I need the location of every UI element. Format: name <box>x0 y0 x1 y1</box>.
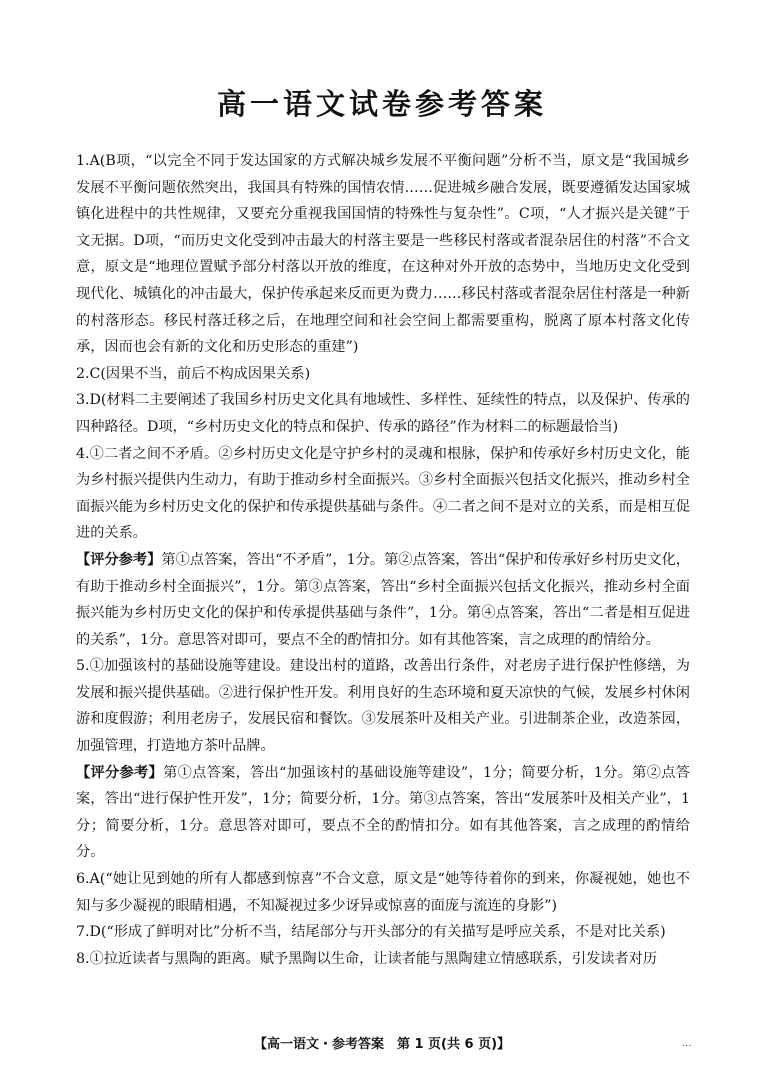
item-number: 6. <box>76 871 90 888</box>
item-text: A(B项，“以完全不同于发达国家的方式解决城乡发展不平衡问题”分析不当，原文是“我国城乡发展不平衡问题依然突出，我国具有特殊的国情农情……促进城乡融合发展，既要遵循发达国家城镇化进程中的共性规律，又要充分重视我国国情的特殊性与复杂性”。C项，“人才振兴是关键”于文无据。D项，“而历史文化受到冲击最大的村落主要是一些移民村落或者混杂居住的村落”不合文意，原文是“地理位置赋予部分村落以开放的维度，在这种对外开放的态势中，当地历史文化受到现代化、城镇化的冲击最大，保护传承起来反而更为费力……移民村落或者混杂居住村落是一种新的村落形态。移民村落迁移之后，在地理空间和社会空间上都需要重构，脱离了原本村落文化传承，因而也会有新的文化和历史形态的重建”) <box>76 153 690 356</box>
page-footer: 【高一语文・参考答案 第 1 页(共 6 页)】 <box>253 1037 511 1052</box>
page-title: 高一语文试卷参考答案 <box>216 87 547 121</box>
answer-item-1 <box>76 148 690 361</box>
item-text: D(材料二主要阐述了我国乡村历史文化具有地域性、多样性、延续性的特点，以及保护、传承的四种路径。D项，“乡村历史文化的特点和保护、传承的路径”作为材料二的标题最恰当) <box>76 392 690 435</box>
answer-item-4 <box>76 441 690 547</box>
item-number: 4. <box>76 445 90 462</box>
answer-list <box>76 148 690 972</box>
answer-item-3 <box>76 387 690 440</box>
item-text: A(“她让见到她的所有人都感到惊喜”不合文意，原文是“她等待着你的到来，你凝视她，她也不知与多少凝视的眼睛相遇，不知凝视过多少讶异或惊喜的面庞与流连的身影”) <box>76 871 690 914</box>
item-number: 8. <box>76 950 90 967</box>
item-text: ①拉近读者与黑陶的距离。赋予黑陶以生命，让读者能与黑陶建立情感联系，引发读者对历 <box>89 950 658 967</box>
item-text: C(因果不当，前后不构成因果关系) <box>89 365 311 382</box>
corner-mark: ... <box>682 1038 692 1049</box>
item-number: 3. <box>76 392 90 409</box>
scoring-text: 第①点答案，答出“加强该村的基础设施等建设”，1分；简要分析，1分。第②点答案，答出“进行保护性开发”，1分；简要分析，1分。第③点答案，答出“发展茶叶及相关产业”，1分；简要分析，1分。意思答对即可，要点不全的酌情扣分。如有其他答案，言之成理的酌情给分。 <box>76 764 690 861</box>
item-text: ①加强该村的基础设施等建设。建设出村的道路，改善出行条件，对老房子进行保护性修缮，为发展和振兴提供基础。②进行保护性开发。利用良好的生态环境和夏天凉快的气候，发展乡村休闲游和度假游；利用老房子，发展民宿和餐饮。③发展茶叶及相关产业。引进制茶企业，改造茶园，加强管理，打造地方茶叶品牌。 <box>76 658 690 755</box>
answer-item-2 <box>76 361 690 388</box>
item-text: D(“形成了鲜明对比”分析不当，结尾部分与开头部分的有关描写是呼应关系，不是对比关系) <box>89 924 666 941</box>
scoring-reference-5 <box>76 760 690 866</box>
item-text: ①二者之间不矛盾。②乡村历史文化是守护乡村的灵魂和根脉，保护和传承好乡村历史文化，能为乡村振兴提供内生动力，有助于推动乡村全面振兴。③乡村全面振兴包括文化振兴，推动乡村全面振兴能为乡村历史文化的保护和传承提供基础与条件。④二者之间不是对立的关系，而是相互促进的关系。 <box>76 445 690 542</box>
answer-item-7 <box>76 919 690 946</box>
item-number: 7. <box>76 924 90 941</box>
answer-item-5 <box>76 653 690 759</box>
answer-item-8 <box>76 946 690 973</box>
scoring-tag: 【评分参考】 <box>76 551 162 568</box>
item-number: 2. <box>76 365 90 382</box>
item-number: 5. <box>76 658 90 675</box>
scoring-tag: 【评分参考】 <box>76 764 164 781</box>
item-number: 1. <box>76 153 90 169</box>
scoring-reference-4 <box>76 547 690 653</box>
answer-item-6 <box>76 866 690 919</box>
scoring-text: 第①点答案，答出“不矛盾”，1分。第②点答案，答出“保护和传承好乡村历史文化，有助于推动乡村全面振兴”，1分。第③点答案，答出“乡村全面振兴包括文化振兴，推动乡村全面振兴能为乡村历史文化的保护和传承提供基础与条件”，1分。第④点答案，答出“二者是相互促进的关系”，1分。意思答对即可，要点不全的酌情扣分。如有其他答案，言之成理的酌情给分。 <box>76 551 690 648</box>
